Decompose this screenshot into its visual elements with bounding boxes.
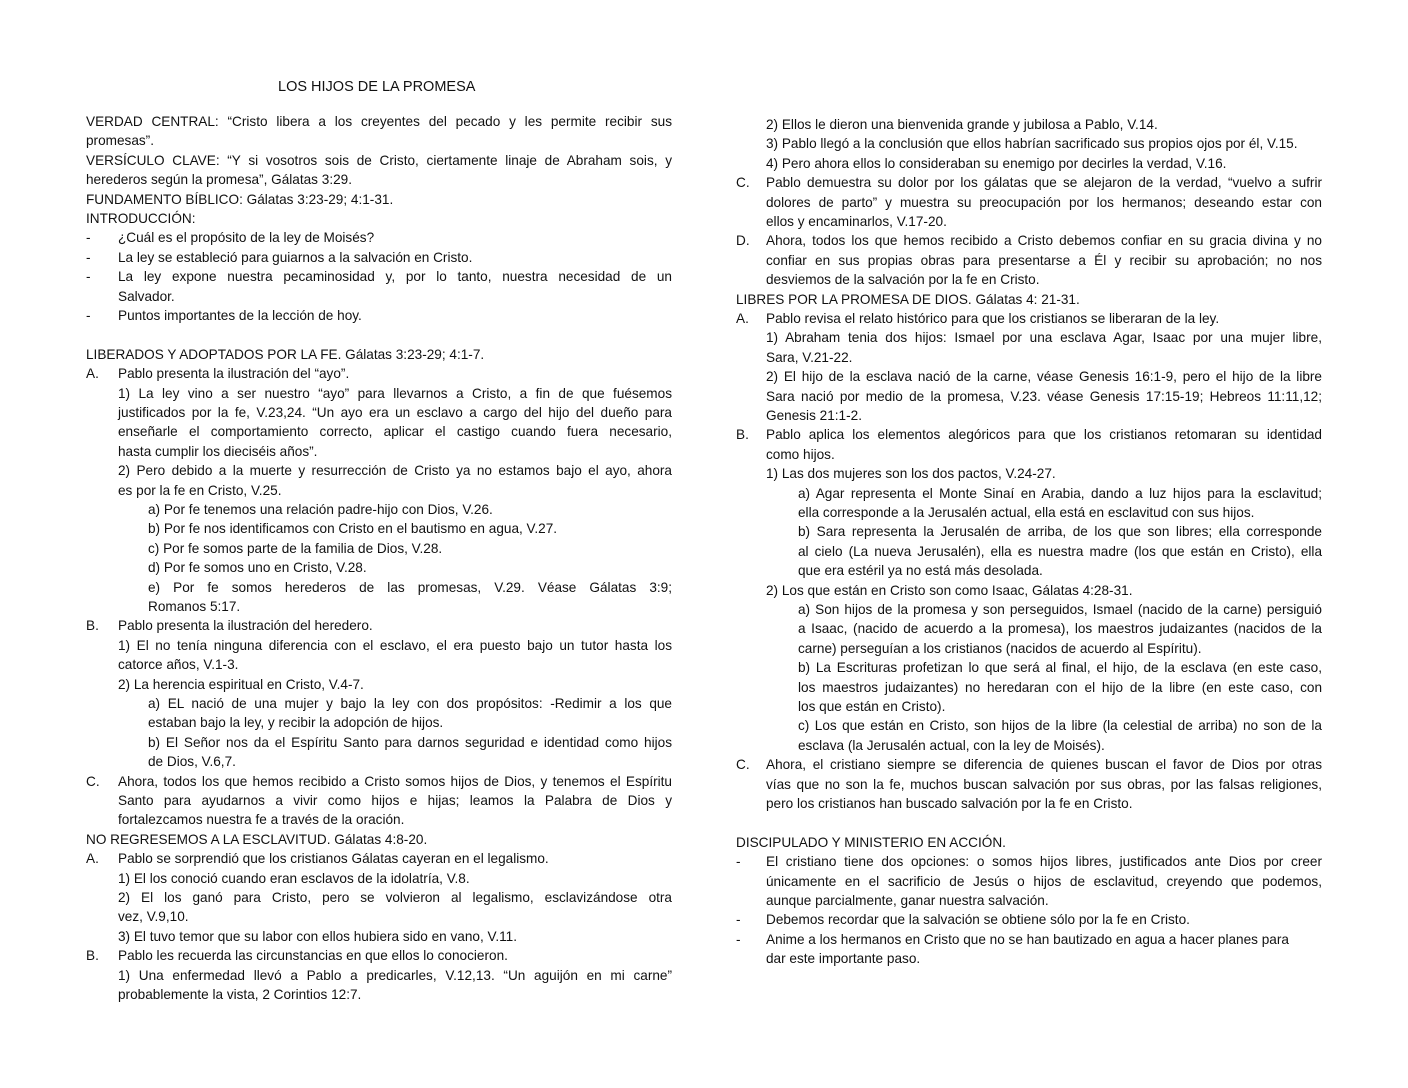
list-marker: C. [736, 175, 750, 191]
text-line: 1) El no tenía ninguna diferencia con el esclavo, el era puesto bajo un tutor hasta los [118, 637, 672, 653]
text-line: 2) Ellos le dieron una bienvenida grande y jubilosa a Pablo, V.14. [766, 117, 1158, 132]
list-marker: - [86, 230, 91, 246]
text-line: 3) El tuvo temor que su labor con ellos hubiera sido en vano, V.11. [118, 928, 517, 944]
text-line: c) Por fe somos parte de la familia de Dios, V.28. [148, 540, 443, 556]
text-line: Pablo revisa el relato histórico para que los cristianos se liberaran de la ley. [766, 311, 1220, 326]
text-line: 1) El los conoció cuando eran esclavos de la idolatría, V.8. [118, 870, 470, 886]
text-line: FUNDAMENTO BÍBLICO: Gálatas 3:23-29; 4:1-31. [86, 191, 394, 207]
text-line: Pablo se sorprendió que los cristianos Gálatas cayeran en el legalismo. [118, 851, 549, 867]
text-line: ¿Cuál es el propósito de la ley de Moisés? [118, 230, 375, 246]
text-line: 1) La ley vino a ser nuestro “ayo” para llevarnos a Cristo, a fin de que fuésemos [118, 385, 672, 401]
text-line: 1) Las dos mujeres son los dos pactos, V.24-27. [766, 466, 1056, 482]
text-line: fortalezcamos nuestra fe a través de la oración. [118, 812, 405, 828]
text-line: VERDAD CENTRAL: “Cristo libera a los creyentes del pecado y les permite recibir sus [86, 114, 672, 129]
text-line: Romanos 5:17. [148, 599, 241, 614]
text-line: LIBERADOS Y ADOPTADOS POR LA FE. Gálatas 3:23-29; 4:1-7. [86, 346, 485, 362]
text-line: dolores de parto” y muestra su preocupación por los hermanos; deseando estar con [766, 194, 1322, 210]
text-line: Ahora, todos los que hemos recibido a Cristo somos hijos de Dios, y tenemos el Espíritu [118, 773, 672, 789]
list-marker: - [86, 308, 91, 323]
text-line: INTRODUCCIÓN: [86, 211, 196, 226]
list-marker: B. [86, 618, 99, 634]
text-line: Sara nació por medio de la promesa, V.23. véase Genesis 17:15-19; Hebreos 11:11,12; [766, 388, 1322, 404]
text-line: probablemente la vista, 2 Corintios 12:7. [118, 987, 362, 1002]
list-marker: - [86, 269, 91, 285]
list-marker: A. [86, 851, 99, 867]
list-marker: C. [86, 773, 100, 789]
text-line: vez, V.9,10. [118, 909, 189, 925]
text-line: Pablo demuestra su dolor por los gálatas que se alejaron de la verdad, “vuelvo a sufrir [766, 175, 1322, 191]
text-line: a) EL nació de una mujer y bajo la ley con dos propósitos: -Redimir a los que [148, 696, 672, 711]
text-line: LIBRES POR LA PROMESA DE DIOS. Gálatas 4: 21-31. [736, 291, 1080, 307]
text-line: pero los cristianos han buscado salvación por la fe en Cristo. [766, 796, 1133, 811]
list-marker: - [736, 854, 741, 870]
text-line: Santo para ayudarnos a vivir como hijos e hijas; leamos la Palabra de Dios y [118, 793, 672, 808]
text-line: de Dios, V.6,7. [148, 754, 236, 770]
text-line: La ley se estableció para guiarnos a la salvación en Cristo. [118, 249, 473, 265]
text-line: a) Son hijos de la promesa y son perseguidos, Ismael (nacido de la carne) persiguió [798, 602, 1322, 617]
text-line: Ahora, el cristiano siempre se diferencia de quienes buscan el favor de Dios por otras [766, 757, 1322, 773]
text-line: b) La Escrituras profetizan lo que será al final, el hijo, de la esclava (en este caso, [798, 660, 1322, 676]
text-line: ellos y encaminarlos, V.17-20. [766, 214, 947, 229]
text-line: hasta cumplir los dieciséis años”. [118, 443, 318, 459]
text-line: que era estéril ya no está más desolada. [798, 563, 1043, 579]
list-marker: - [736, 912, 741, 928]
text-line: Genesis 21:1-2. [766, 408, 862, 423]
page-title: LOS HIJOS DE LA PROMESA [278, 79, 476, 95]
text-line: Ahora, todos los que hemos recibido a Cristo debemos confiar en su gracia divina y no [766, 233, 1322, 249]
list-marker: - [736, 931, 741, 947]
text-line: los que están en Cristo). [798, 699, 946, 714]
text-line: b) Sara representa la Jerusalén de arriba, de los que son libres; ella corresponde [798, 524, 1322, 540]
text-line: promesas”. [86, 133, 154, 149]
text-line: al cielo (La nueva Jerusalén), ella es nuestra madre (los que están en Cristo), ella [798, 543, 1322, 559]
text-line: catorce años, V.1-3. [118, 657, 239, 673]
text-line: 1) Una enfermedad llevó a Pablo a predicarles, V.12,13. “Un aguijón en mi carne” [118, 967, 672, 983]
text-line: ella corresponde a la Jerusalén actual, ella está en esclavitud con sus hijos. [798, 505, 1255, 520]
text-line: 4) Pero ahora ellos lo consideraban su enemigo por decirles la verdad, V.16. [766, 155, 1227, 171]
text-line: 2) El los ganó para Cristo, pero se volvieron al legalismo, esclavizándose otra [118, 890, 672, 905]
text-line: 2) Pero debido a la muerte y resurrección de Cristo ya no estamos bajo el ayo, ahora [118, 463, 672, 479]
list-marker: A. [736, 311, 749, 326]
text-line: NO REGRESEMOS A LA ESCLAVITUD. Gálatas 4:8-20. [86, 831, 428, 847]
text-line: a) Agar representa el Monte Sinaí en Arabia, dando a luz hijos para la esclavitud; [798, 485, 1322, 501]
text-line: Pablo les recuerda las circunstancias en que ellos lo conocieron. [118, 948, 508, 964]
text-line: confiar en sus propias obras para presentarse a Él y recibir su aprobación; no nos [766, 252, 1322, 268]
text-line: La ley expone nuestra pecaminosidad y, por lo tanto, nuestra necesidad de un [118, 269, 672, 285]
list-marker: B. [86, 948, 99, 964]
text-line: a) Por fe tenemos una relación padre-hijo con Dios, V.26. [148, 502, 493, 517]
text-line: c) Los que están en Cristo, son hijos de la libre (la celestial de arriba) no son de la [798, 718, 1322, 734]
text-line: dar este importante paso. [766, 951, 921, 967]
text-line: 1) Abraham tenia dos hijos: Ismael por una esclava Agar, Isaac por una mujer libre, [766, 330, 1322, 346]
text-line: justificados por la fe, V.23,24. “Un ayo era un esclavo a cargo del hijo del dueño para [118, 405, 672, 420]
text-line: desviemos de la salvación por la fe en Cristo. [766, 272, 1040, 288]
text-line: esclava (la Jerusalén actual, con la ley de Moisés). [798, 737, 1105, 753]
text-line: d) Por fe somos uno en Cristo, V.28. [148, 560, 367, 576]
text-line: 2) La herencia espiritual en Cristo, V.4-7. [118, 676, 364, 692]
text-line: b) El Señor nos da el Espíritu Santo para darnos seguridad e identidad como hijos [148, 734, 672, 750]
text-line: 2) El hijo de la esclava nació de la carne, véase Genesis 16:1-9, pero el hijo de la libre [766, 369, 1322, 385]
text-line: aunque parcialmente, ganar nuestra salvación. [766, 893, 1049, 908]
text-line: enseñarle el comportamiento correcto, aplicar el castigo cuando fuera necesario, [118, 424, 672, 440]
text-line: estaban bajo la ley, y recibir la adopción de hijos. [148, 715, 444, 731]
text-line: DISCIPULADO Y MINISTERIO EN ACCIÓN. [736, 834, 1006, 850]
text-line: es por la fe en Cristo, V.25. [118, 482, 282, 498]
list-marker: - [86, 249, 91, 265]
text-line: b) Por fe nos identificamos con Cristo en el bautismo en agua, V.27. [148, 521, 558, 537]
text-line: VERSÍCULO CLAVE: “Y si vosotros sois de Cristo, ciertamente linaje de Abraham sois, y [86, 152, 672, 168]
text-line: Pablo aplica los elementos alegóricos para que los cristianos retomaran su identidad [766, 427, 1322, 443]
text-line: Pablo presenta la ilustración del “ayo”. [118, 366, 350, 382]
text-line: e) Por fe somos herederos de las promesas, V.29. Véase Gálatas 3:9; [148, 579, 672, 595]
text-line: únicamente en el sacrificio de Jesús o hijos de esclavitud, creyendo que podemos, [766, 873, 1322, 889]
text-line: Salvador. [118, 288, 175, 304]
list-marker: A. [86, 366, 99, 382]
text-line: como hijos. [766, 446, 835, 462]
list-marker: C. [736, 757, 750, 773]
text-line: a Isaac, (nacido de acuerdo a la promesa), los maestros judaizantes (nacidos de la [798, 621, 1322, 637]
list-marker: B. [736, 427, 749, 443]
text-line: Pablo presenta la ilustración del heredero. [118, 618, 373, 634]
text-line: Puntos importantes de la lección de hoy. [118, 308, 362, 323]
text-line: El cristiano tiene dos opciones: o somos hijos libres, justificados ante Dios por creer [766, 854, 1322, 870]
text-line: Anime a los hermanos en Cristo que no se han bautizado en agua a hacer planes para [766, 931, 1289, 947]
text-line: carne) perseguían a los cristianos (nacidos de acuerdo al Espíritu). [798, 640, 1202, 656]
text-line: herederos según la promesa”, Gálatas 3:29. [86, 172, 352, 188]
text-line: vías que no son la fe, muchos buscan salvación por sus obras, por las falsas religiones, [766, 776, 1322, 792]
text-line: los maestros judaizantes) no heredaran con el hijo de la libre (en este caso, con [798, 679, 1322, 695]
text-line: Sara, V.21-22. [766, 349, 853, 365]
list-marker: D. [736, 233, 750, 249]
text-line: 2) Los que están en Cristo son como Isaac, Gálatas 4:28-31. [766, 582, 1133, 598]
text-line: Debemos recordar que la salvación se obtiene sólo por la fe en Cristo. [766, 912, 1190, 928]
text-line: 3) Pablo llegó a la conclusión que ellos habrían sacrificado sus propios ojos por él, V.15. [766, 136, 1298, 152]
